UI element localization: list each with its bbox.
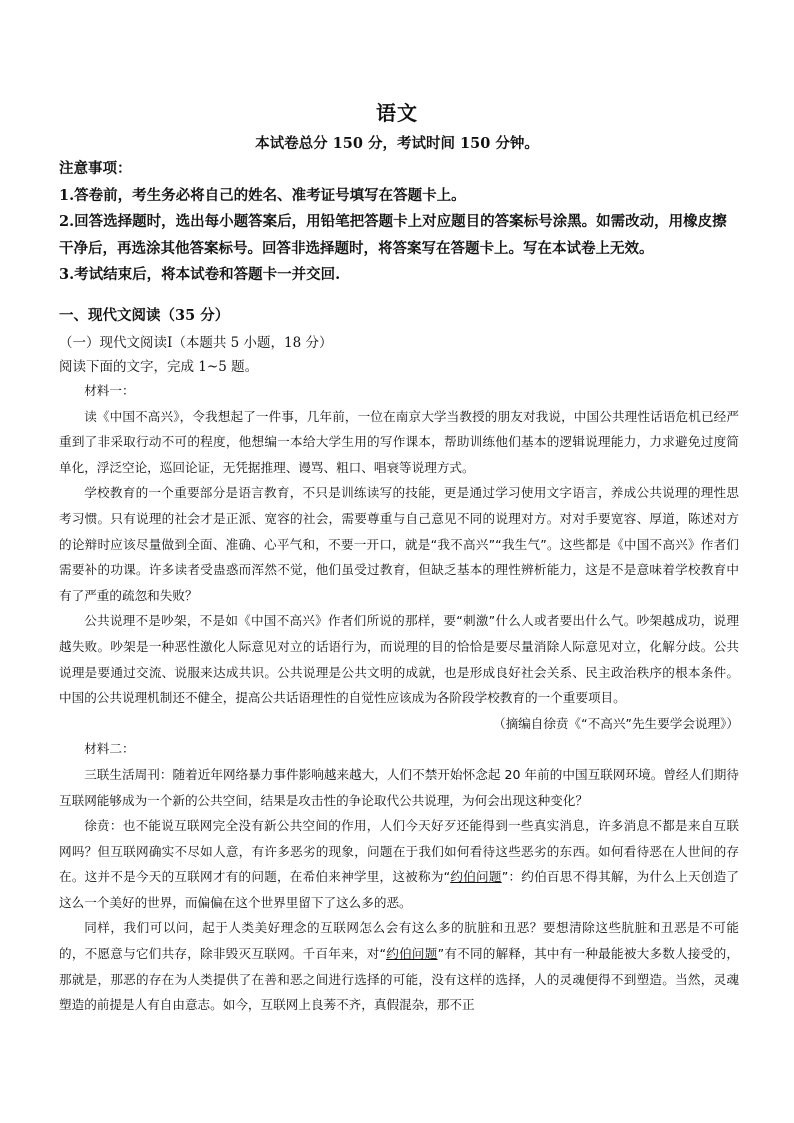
material1-paragraph-1: 读《中国不高兴》，令我想起了一件事，几年前，一位在南京大学当教授的朋友对我说，中国公共理性话语危机已经严重到了非采取行动不可的程度，他想编一本给大学生用的写作课本，帮助训练他们基本的逻辑说理能力，力求避免过度简单化，浮泛空论，巡回论证，无凭据推理、谩骂、粗口、唱衰等说理方式。 [59,408,739,475]
material2-p3-text-b: ”有不同的解释，其中有一种最能被大多数人接受的，那就是，那恶的存在为人类提供了在善和恶之间进行选择的可能，没有这样的选择，人的灵魂便得不到塑造。当然，灵魂塑造的前提是人有自由意志。如今，互联网上良莠不齐，真假混杂，那不正 [59,946,739,1013]
notice-item-3: 3.考试结束后，将本试卷和答题卡一并交回. [59,266,341,283]
section-heading: 一、现代文阅读（35 分） [59,307,230,324]
notice-item-1: 1.答卷前，考生务必将自己的姓名、准考证号填写在答题卡上。 [59,186,466,204]
material1-source: （摘编自徐贲《“不高兴”先生要学会说理》） [492,715,739,731]
material2-p2-text-b: ”：约伯百思不得其解，为什么上天创造了这么一个美好的世界，而偏偏在这个世界里留下了这么多的恶。 [59,869,739,910]
material2-p2-text-a: 徐贲：也不能说互联网完全没有新公共空间的作用，人们今天好歹还能得到一些真实消息，许多消息不都是来自互联网吗？但互联网确实不尽如人意，有许多恶劣的现象，问题在于我们如何看待这些恶劣的东西。如何看待恶在人世间的存在。这并不是今天的互联网才有的问题，在希伯来神学里，这被称为“ [59,818,739,885]
notice-item-2: 2.回答选择题时，选出每小题答案后，用铅笔把答题卡上对应题目的答案标号涂黑。如需改动，用橡皮擦干净后，再选涂其他答案标号。回答非选择题时，将答案写在答题卡上。写在本试卷上无效。 [59,213,727,257]
material1-label: 材料一： [84,383,135,398]
notice-heading: 注意事项： [59,160,132,177]
section-instruction: 阅读下面的文字，完成 1~5 题。 [59,359,259,375]
material1-paragraph-3: 公共说理不是吵架，不是如《中国不高兴》作者们所说的那样，要“刺激”什么人或者要出什么气。吵架越成功，说理越失败。吵架是一种恶性激化人际意见对立的话语行为，而说理的目的恰恰是要尽量消除人际意见对立，化解分歧。公共说理是要通过交流、说服来达成共识。公共说理是公共文明的成就，也是形成良好社会关系、民主政治秩序的根本条件。中国的公共说理机制还不健全，提高公共话语理性的自觉性应该成为各阶段学校教育的一个重要项目。 [59,613,739,706]
material2-p3-text-a: 同样，我们可以问，起于人类美好理念的互联网怎么会有这么多的肮脏和丑恶？要想清除这些肮脏和丑恶是不可能的，不愿意与它们共存，除非毁灭互联网。千百年来，对“ [59,920,739,962]
section-subheading: （一）现代文阅读Ⅰ（本题共 5 小题，18 分） [59,335,333,351]
notice-block [59,156,739,289]
reading-passage [59,378,739,1018]
material2-label: 材料二： [84,741,135,757]
page-title: 语文 [376,101,418,125]
material2-paragraph-1: 三联生活周刊：随着近年网络暴力事件影响越来越大，人们不禁开始怀念起 20 年前的中国互联网环境。曾经人们期待互联网能够成为一个新的公共空间，结果是攻击性的争论取代公共说理，为何会出现这种变化？ [59,766,739,808]
material2-paragraph-3 [59,915,739,1017]
exam-subtitle: 本试卷总分 150 分，考试时间 150 分钟。 [255,135,539,152]
job-problem-term: 约伯问题 [386,946,438,962]
job-problem-term: 约伯问题 [450,869,502,885]
material1-paragraph-2: 学校教育的一个重要部分是语言教育，不只是训练读写的技能，更是通过学习使用文字语言，养成公共说理的理性思考习惯。只有说理的社会才是正派、宽容的社会，需要尊重与自己意见不同的说理对方。对对手要宽容、厚道，陈述对方的论辩时应该尽量做到全面、准确、心平气和，不要一开口，就是“我不高兴”“我生气”。这些都是《中国不高兴》作者们需要补的功课。许多读者受蛊惑而浑然不觉，他们虽受过教育，但缺乏基本的理性辨析能力，这是不是意味着学校教育中有了严重的疏忽和失败？ [59,485,739,603]
material2-paragraph-2 [59,813,739,915]
